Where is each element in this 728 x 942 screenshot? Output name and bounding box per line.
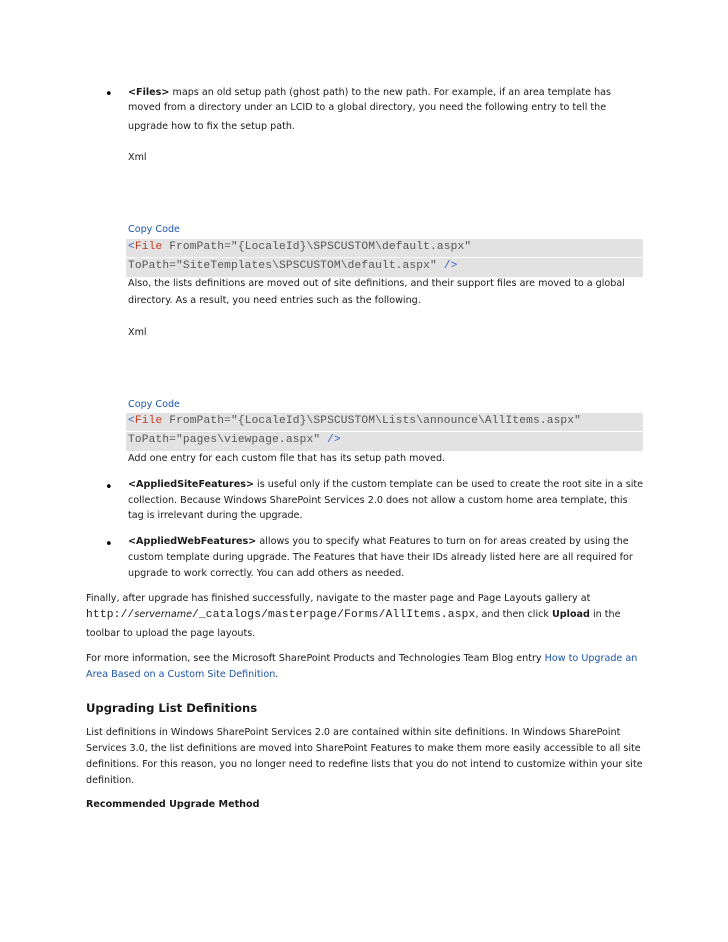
code-line [128, 260, 457, 272]
finally-line2 [86, 608, 621, 622]
url-prefix: http:// [86, 609, 135, 621]
finally-line1: Finally, after upgrade has finished successfully, navigate to the master page and Page Layouts gallery at [86, 593, 591, 604]
after-code2-line: Add one entry for each custom file that has its setup path moved. [128, 453, 446, 464]
code-bracket: /> [443, 260, 458, 272]
code-bracket: < [128, 241, 135, 253]
url-servername: servername [134, 609, 192, 620]
web-features-text: allows you to specify what Features to turn on for areas created by using the [256, 536, 629, 547]
blog-link[interactable]: How to Upgrade an [544, 653, 638, 664]
subheading: Recommended Upgrade Method [86, 799, 260, 810]
copy-code-link[interactable]: Copy Code [128, 399, 180, 410]
bullet-dot: • [105, 537, 113, 552]
code-language-label: Xml [128, 152, 147, 163]
code-attr: ToPath="SiteTemplates\SPSCUSTOM\default.aspx" [128, 260, 444, 272]
files-bullet-line1 [128, 86, 611, 100]
section-heading: Upgrading List Definitions [86, 701, 258, 715]
bullet-dot: • [105, 87, 113, 102]
site-features-line2: collection. Because Windows SharePoint Services 2.0 does not allow a custom home area template, this [128, 495, 628, 506]
code-attr: ToPath="pages\viewpage.aspx" [128, 434, 328, 446]
web-features-term: <AppliedWebFeatures> [128, 536, 257, 547]
bullet-dot: • [105, 480, 113, 495]
section-line3: definitions. For this reason, you no longer need to redefine lists that you do not intend to customize within your site [86, 759, 643, 770]
files-text: maps an old setup path (ghost path) to the new path. For example, if an area template has [169, 87, 612, 98]
blog-link[interactable]: Area Based on a Custom Site Definition [86, 669, 276, 680]
code-attr: FromPath="{LocaleId}\SPSCUSTOM\Lists\announce\AllItems.aspx" [162, 415, 582, 427]
code-divider [126, 431, 643, 432]
section-line2: Services 3.0, the list definitions are moved into SharePoint Features to make them more easily accessible to all site [86, 743, 641, 754]
code-line [128, 434, 341, 446]
code-bracket: /> [327, 434, 341, 446]
after-code-line1: Also, the lists definitions are moved out of site definitions, and their support files are moved to a global [128, 278, 625, 289]
code-line [128, 241, 471, 253]
after-code-line2: directory. As a result, you need entries such as the following. [128, 295, 421, 306]
files-bullet-line2: moved from a directory under an LCID to a global directory, you need the following entry to tell the [128, 102, 607, 113]
code-bracket: < [128, 415, 135, 427]
more-info-text: For more information, see the Microsoft SharePoint Products and Technologies Team Blog entry [86, 653, 545, 664]
section-line1: List definitions in Windows SharePoint Services 2.0 are contained within site definitions. In Windows SharePoint [86, 727, 621, 738]
code-line [128, 415, 581, 427]
code-divider [126, 257, 643, 258]
more-info-line2 [86, 668, 278, 682]
code-keyword: File [134, 415, 163, 427]
files-bullet-line3: upgrade how to fix the setup path. [128, 121, 295, 132]
more-info-line1 [86, 652, 637, 666]
site-features-line1 [128, 478, 643, 492]
code-block [126, 413, 643, 451]
finally-text: , and then click [475, 609, 553, 620]
code-block [126, 239, 643, 277]
site-features-term: <AppliedSiteFeatures> [128, 479, 254, 490]
code-keyword: File [134, 241, 163, 253]
more-info-text: . [275, 669, 279, 680]
web-features-line2: custom template during upgrade. The Features that have their IDs already listed here are all required for [128, 552, 633, 563]
upload-term: Upload [552, 609, 590, 620]
finally-line3: toolbar to upload the page layouts. [86, 628, 256, 639]
site-features-line3: tag is irrelevant during the upgrade. [128, 510, 303, 521]
url-path: /_catalogs/masterpage/Forms/AllItems.aspx [191, 609, 476, 621]
copy-code-link[interactable]: Copy Code [128, 224, 180, 235]
section-line4: definition. [86, 775, 135, 786]
finally-text: in the [589, 609, 621, 620]
web-features-line3: upgrade to work correctly. You can add others as needed. [128, 568, 405, 579]
site-features-text: is useful only if the custom template can be used to create the root site in a site [254, 479, 644, 490]
web-features-line1 [128, 535, 629, 549]
code-attr: FromPath="{LocaleId}\SPSCUSTOM\default.aspx" [162, 241, 472, 253]
code-language-label: Xml [128, 327, 147, 338]
files-term: <Files> [128, 87, 170, 98]
